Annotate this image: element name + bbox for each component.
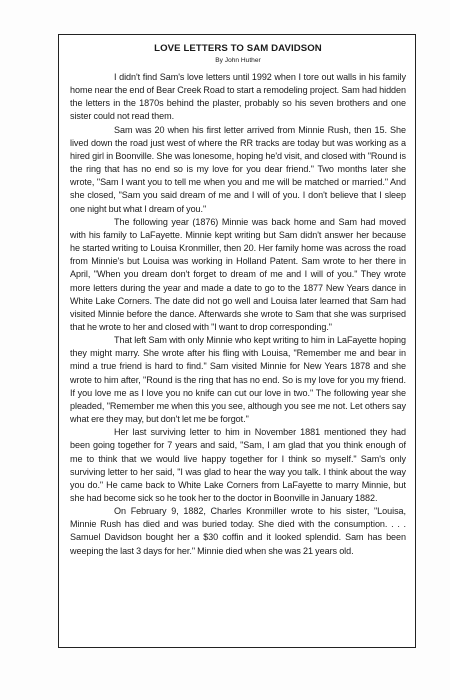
paragraph-3: The following year (1876) Minnie was back home and Sam had moved with his family to LaFayette. Minnie kept writing but Sam didn't answer her because he started writing to Louisa Kronmiller, then 20. Her family home was across the road from Minnie's but Louisa was working in Holland Patent. Sam wrote to her there in April, "When you dream don't forget to dream of me and I will of you." They wrote more letters during the year and made a date to go to the 1877 New Years dance in White Lake Corners. The date did not go well and Louisa later learned that Sam had visited Minnie before the dance. Afterwards she wrote to Sam that she was surprised that he wrote to her and closed with "I want to drop corresponding."	[70, 216, 406, 332]
article-byline: By John Huther	[215, 57, 261, 64]
paragraph-6: On February 9, 1882, Charles Kronmiller wrote to his sister, "Louisa, Minnie Rush has died and was buried today. She died with the consumption. . . . Samuel Davidson bought her a $30 coffin and it looked splendid. Sam has been weeping the last 3 days for her." Minnie died when she was 21 years old.	[70, 506, 406, 556]
paragraph-2: Sam was 20 when his first letter arrived from Minnie Rush, then 15. She lived down the road just west of where the RR tracks are today but was working as a hired girl in Boonville. She was lonesome, hoping he'd visit, and closed with "Round is the ring that has no end so is my love for you dear friend." Two months later she wrote, "Sam I want you to tell me when you and me will be matched or married." And she closed, "Sam you said dream of me and I will of you. I don't believe that I sleep one night but what I dream of you."	[70, 124, 406, 214]
paragraph-4: That left Sam with only Minnie who kept writing to him in LaFayette hoping they might marry. She wrote after his fling with Louisa, "Remember me and bear in mind a true friend is hard to find." Sam visited Minnie for New Years 1878 and she wrote to him after, "Round is the ring that has no end. So is my love for you my friend. If you love me as I love you no knife can cut our love in two." The following year she pleaded, "Remember me when this you see, although you see me not. Let others say what ere they may, but don't let me be forgot."	[70, 335, 406, 425]
article-title: LOVE LETTERS TO SAM DAVIDSON	[154, 43, 322, 54]
article-frame	[58, 34, 416, 648]
paragraph-1: I didn't find Sam's love letters until 1992 when I tore out walls in his family home near the end of Bear Creek Road to start a remodeling project. Sam had hidden the letters in the 1870s behind the plaster, probably so his seven brothers and one sister could not read them.	[70, 72, 406, 122]
paragraph-5: Her last surviving letter to him in November 1881 mentioned they had been going together for 7 years and said, "Sam, I am glad that you think enough of me to think that we would live happy together for I think so myself." Sam's only surviving letter to her said, "I was glad to hear the way you talk. I think about the way you do." He came back to White Lake Corners from LaFayette to marry Minnie, but she had become sick so he took her to the doctor in Boonville in January 1882.	[70, 427, 406, 503]
